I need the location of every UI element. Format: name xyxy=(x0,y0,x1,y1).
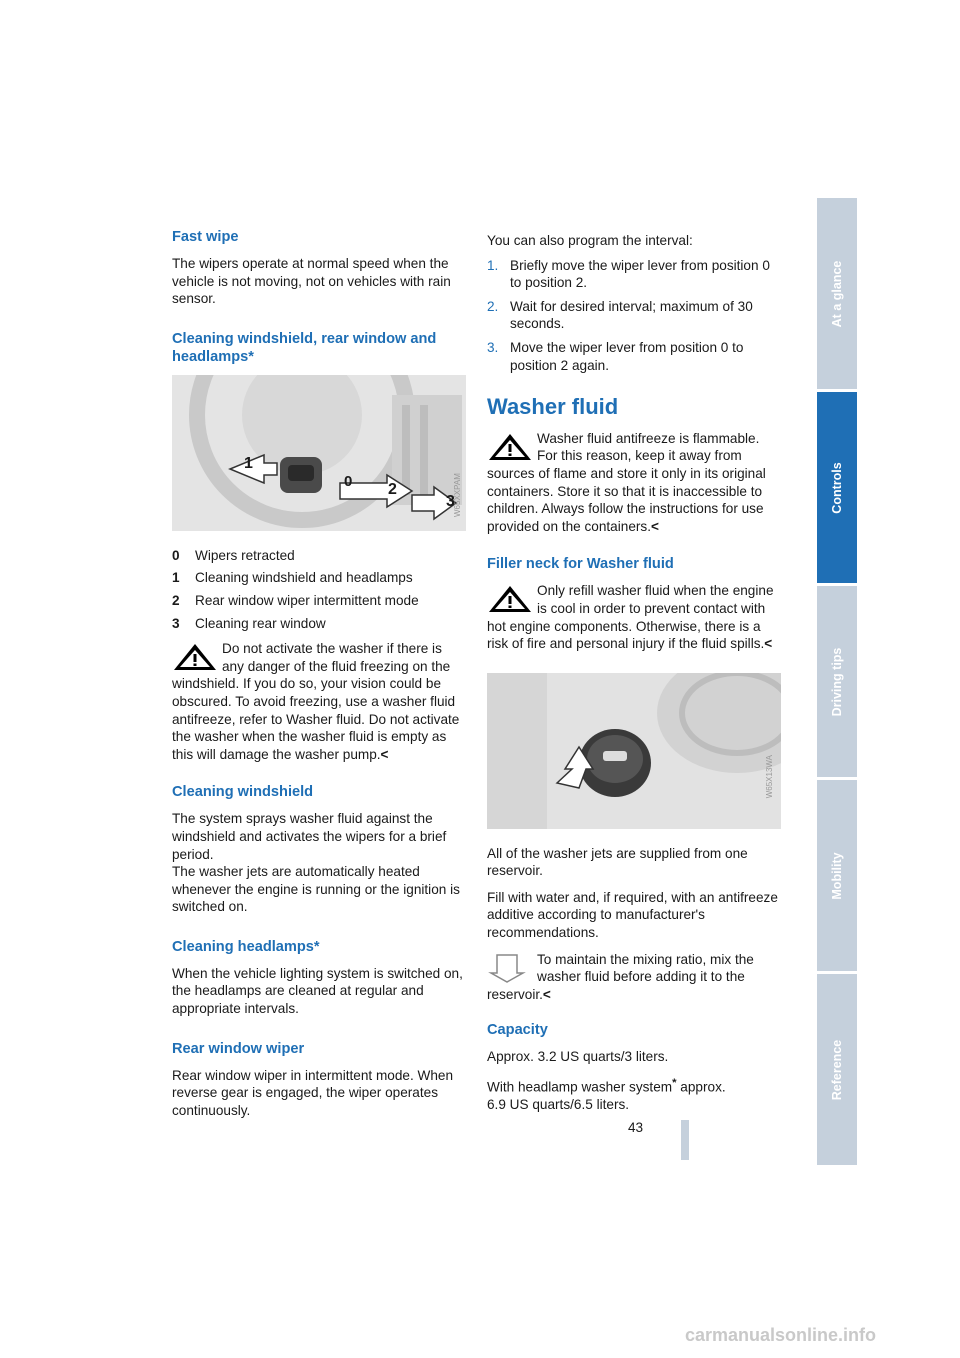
page-marker-bar xyxy=(681,1120,689,1160)
position-list xyxy=(172,547,466,632)
warning-freezing xyxy=(172,640,466,763)
tab-reference[interactable]: Reference xyxy=(817,974,857,1165)
note-text: To maintain the mixing ratio, mix the washer fluid before adding it to the reservoir. xyxy=(487,951,754,1002)
fill-text: Fill with water and, if required, with an antifreeze additive according to manufacturer's recommendations. xyxy=(487,889,778,941)
heading-capacity: Capacity xyxy=(487,1022,548,1039)
list-item: 2. Wait for desired interval; maximum of 30 seconds. xyxy=(487,298,753,332)
cleaning-windshield-text-1: The system sprays washer fluid against the windshield and activates the wipers for a brief period. xyxy=(172,811,447,862)
wiper-lever-figure xyxy=(172,375,466,531)
page-number: 43 xyxy=(628,1120,644,1135)
heading-rear-wiper: Rear window wiper xyxy=(172,1040,305,1057)
warning-flammable xyxy=(487,430,781,536)
warning-triangle-icon xyxy=(487,584,533,614)
note-arrow-icon xyxy=(487,953,527,983)
capacity-text-3: 6.9 US quarts/6.5 liters. xyxy=(487,1097,630,1113)
filler-neck-illustration xyxy=(487,673,781,829)
end-mark: < xyxy=(651,518,659,534)
watermark: carmanualsonline.info xyxy=(685,1325,877,1345)
tab-at-a-glance[interactable]: At a glance xyxy=(817,198,857,389)
end-mark: < xyxy=(542,986,551,1002)
figure-label-3: 3 xyxy=(446,492,455,510)
list-item: 3 Cleaning rear window xyxy=(172,615,326,631)
warning-triangle-icon xyxy=(172,642,218,672)
warning-text: Washer fluid antifreeze is flammable. For this reason, keep it away from sources of flame and store it only in its original containers. Store it so that it is inaccessible to children. Always follow the instructions for use provided on the containers. xyxy=(487,430,766,534)
asterisk: * xyxy=(672,1077,677,1090)
figure-label-0: 0 xyxy=(344,472,353,490)
warning-text: Do not activate the washer if there is any danger of the fluid freezing on the windshield. If you do so, your vision could be obscured. To avoid freezing, use a washer fluid antifreeze, refer to Washer fluid. Do not activate the washer when the washer fluid is empty as this will damage the washer pump. xyxy=(172,641,460,762)
capacity-text-2: With headlamp washer system* approx. xyxy=(487,1077,726,1095)
warning-triangle-icon xyxy=(487,432,533,462)
heading-washer-fluid: Washer fluid xyxy=(487,394,619,420)
figure-code: W65X13WA xyxy=(765,755,775,799)
heading-cleaning-all: Cleaning windshield, rear window and headlamps* xyxy=(172,330,437,365)
rear-wiper-text: Rear window wiper in intermittent mode. When reverse gear is engaged, the wiper operates continuously. xyxy=(172,1067,454,1118)
fast-wipe-text: The wipers operate at normal speed when the vehicle is not moving, not on vehicles with rain sensor. xyxy=(172,256,451,307)
heading-cleaning-headlamps: Cleaning headlamps* xyxy=(172,938,320,955)
figure-code: W65XXPAM xyxy=(453,472,462,517)
interval-steps xyxy=(487,257,781,375)
list-item: 2 Rear window wiper intermittent mode xyxy=(172,592,419,608)
list-item: 1. Briefly move the wiper lever from position 0 to position 2. xyxy=(487,257,770,291)
filler-neck-figure xyxy=(487,673,781,829)
capacity-text-1: Approx. 3.2 US quarts/3 liters. xyxy=(487,1049,669,1065)
list-item: 3. Move the wiper lever from position 0 to position 2 again. xyxy=(487,339,744,373)
note-mixing-ratio xyxy=(487,951,781,1004)
heading-cleaning-windshield: Cleaning windshield xyxy=(172,784,314,801)
figure-label-1: 1 xyxy=(244,454,253,472)
list-item: 0 Wipers retracted xyxy=(172,547,295,563)
tab-controls[interactable]: Controls xyxy=(817,392,857,583)
warning-hot-engine xyxy=(487,582,781,652)
cleaning-windshield-text-2: The washer jets are automatically heated whenever the engine is running or the ignition is switched on. xyxy=(172,864,460,915)
list-item: 1 Cleaning windshield and headlamps xyxy=(172,570,413,586)
warning-text: Only refill washer fluid when the engine is cool in order to prevent contact with hot engine components. Otherwise, there is a risk of fire and personal injury if the fluid spills. xyxy=(487,583,774,652)
figure-label-2: 2 xyxy=(388,480,397,498)
end-mark: < xyxy=(764,636,773,652)
left-column xyxy=(172,228,466,1128)
reservoir-text: All of the washer jets are supplied from one reservoir. xyxy=(487,845,748,879)
heading-filler-neck: Filler neck for Washer fluid xyxy=(487,556,674,573)
interval-intro: You can also program the interval: xyxy=(487,233,693,248)
wiper-lever-illustration xyxy=(172,375,466,531)
heading-fast-wipe: Fast wipe xyxy=(172,229,239,245)
cleaning-headlamps-text: When the vehicle lighting system is switched on, the headlamps are cleaned at regular and appropriate intervals. xyxy=(172,965,463,1017)
tab-mobility[interactable]: Mobility xyxy=(817,780,857,971)
right-column xyxy=(487,232,781,1123)
tab-driving-tips[interactable]: Driving tips xyxy=(817,586,857,777)
section-sidebar xyxy=(817,198,857,1168)
end-mark: < xyxy=(380,746,389,762)
